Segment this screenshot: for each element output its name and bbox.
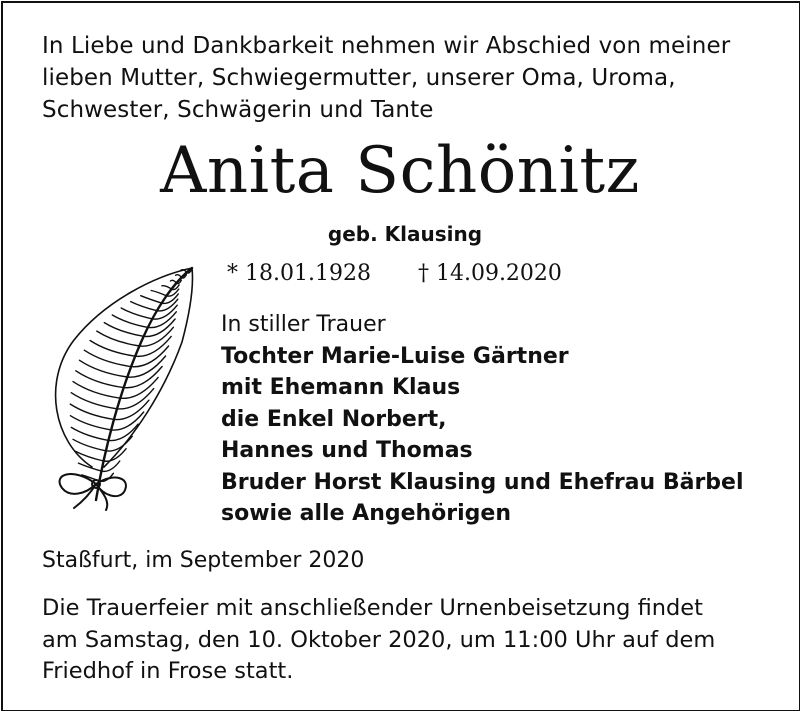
ceremony-line: Friedhof in Frose statt. <box>42 658 294 684</box>
intro-line: lieben Mutter, Schwiegermutter, unserer Oma, Uroma, <box>42 65 676 91</box>
intro-line: Schwester, Schwägerin und Tante <box>42 97 434 123</box>
mourner-line: Hannes und Thomas <box>221 438 473 463</box>
maiden-name: geb. Klausing <box>327 222 483 246</box>
ceremony-line: Die Trauerfeier mit anschließender Urnenbeisetzung findet <box>42 595 703 621</box>
mourners-block <box>221 309 744 530</box>
ceremony-info <box>42 593 782 688</box>
mourner-line: die Enkel Norbert, <box>221 406 447 432</box>
mourner-line: mit Ehemann Klaus <box>221 375 461 400</box>
intro-line: In Liebe und Dankbarkeit nehmen wir Abschied von meiner <box>42 33 731 59</box>
intro-text <box>42 30 772 126</box>
death-date: † 14.09.2020 <box>417 261 562 286</box>
place-and-date: Staßfurt, im September 2020 <box>42 548 365 573</box>
deceased-name: Anita Schönitz <box>160 134 640 208</box>
mourner-line: sowie alle Angehörigen <box>221 501 512 526</box>
life-dates <box>227 258 562 290</box>
ceremony-line: am Samstag, den 10. Oktober 2020, um 11:00 Uhr auf dem <box>42 626 716 653</box>
feather-with-bow-icon <box>34 262 204 512</box>
mourner-line: Tochter Marie-Luise Gärtner <box>221 343 569 369</box>
mourners-heading: In stiller Trauer <box>221 312 386 337</box>
mourner-line: Bruder Horst Klausing und Ehefrau Bärbel <box>221 469 744 495</box>
birth-date: * 18.01.1928 <box>227 261 371 286</box>
